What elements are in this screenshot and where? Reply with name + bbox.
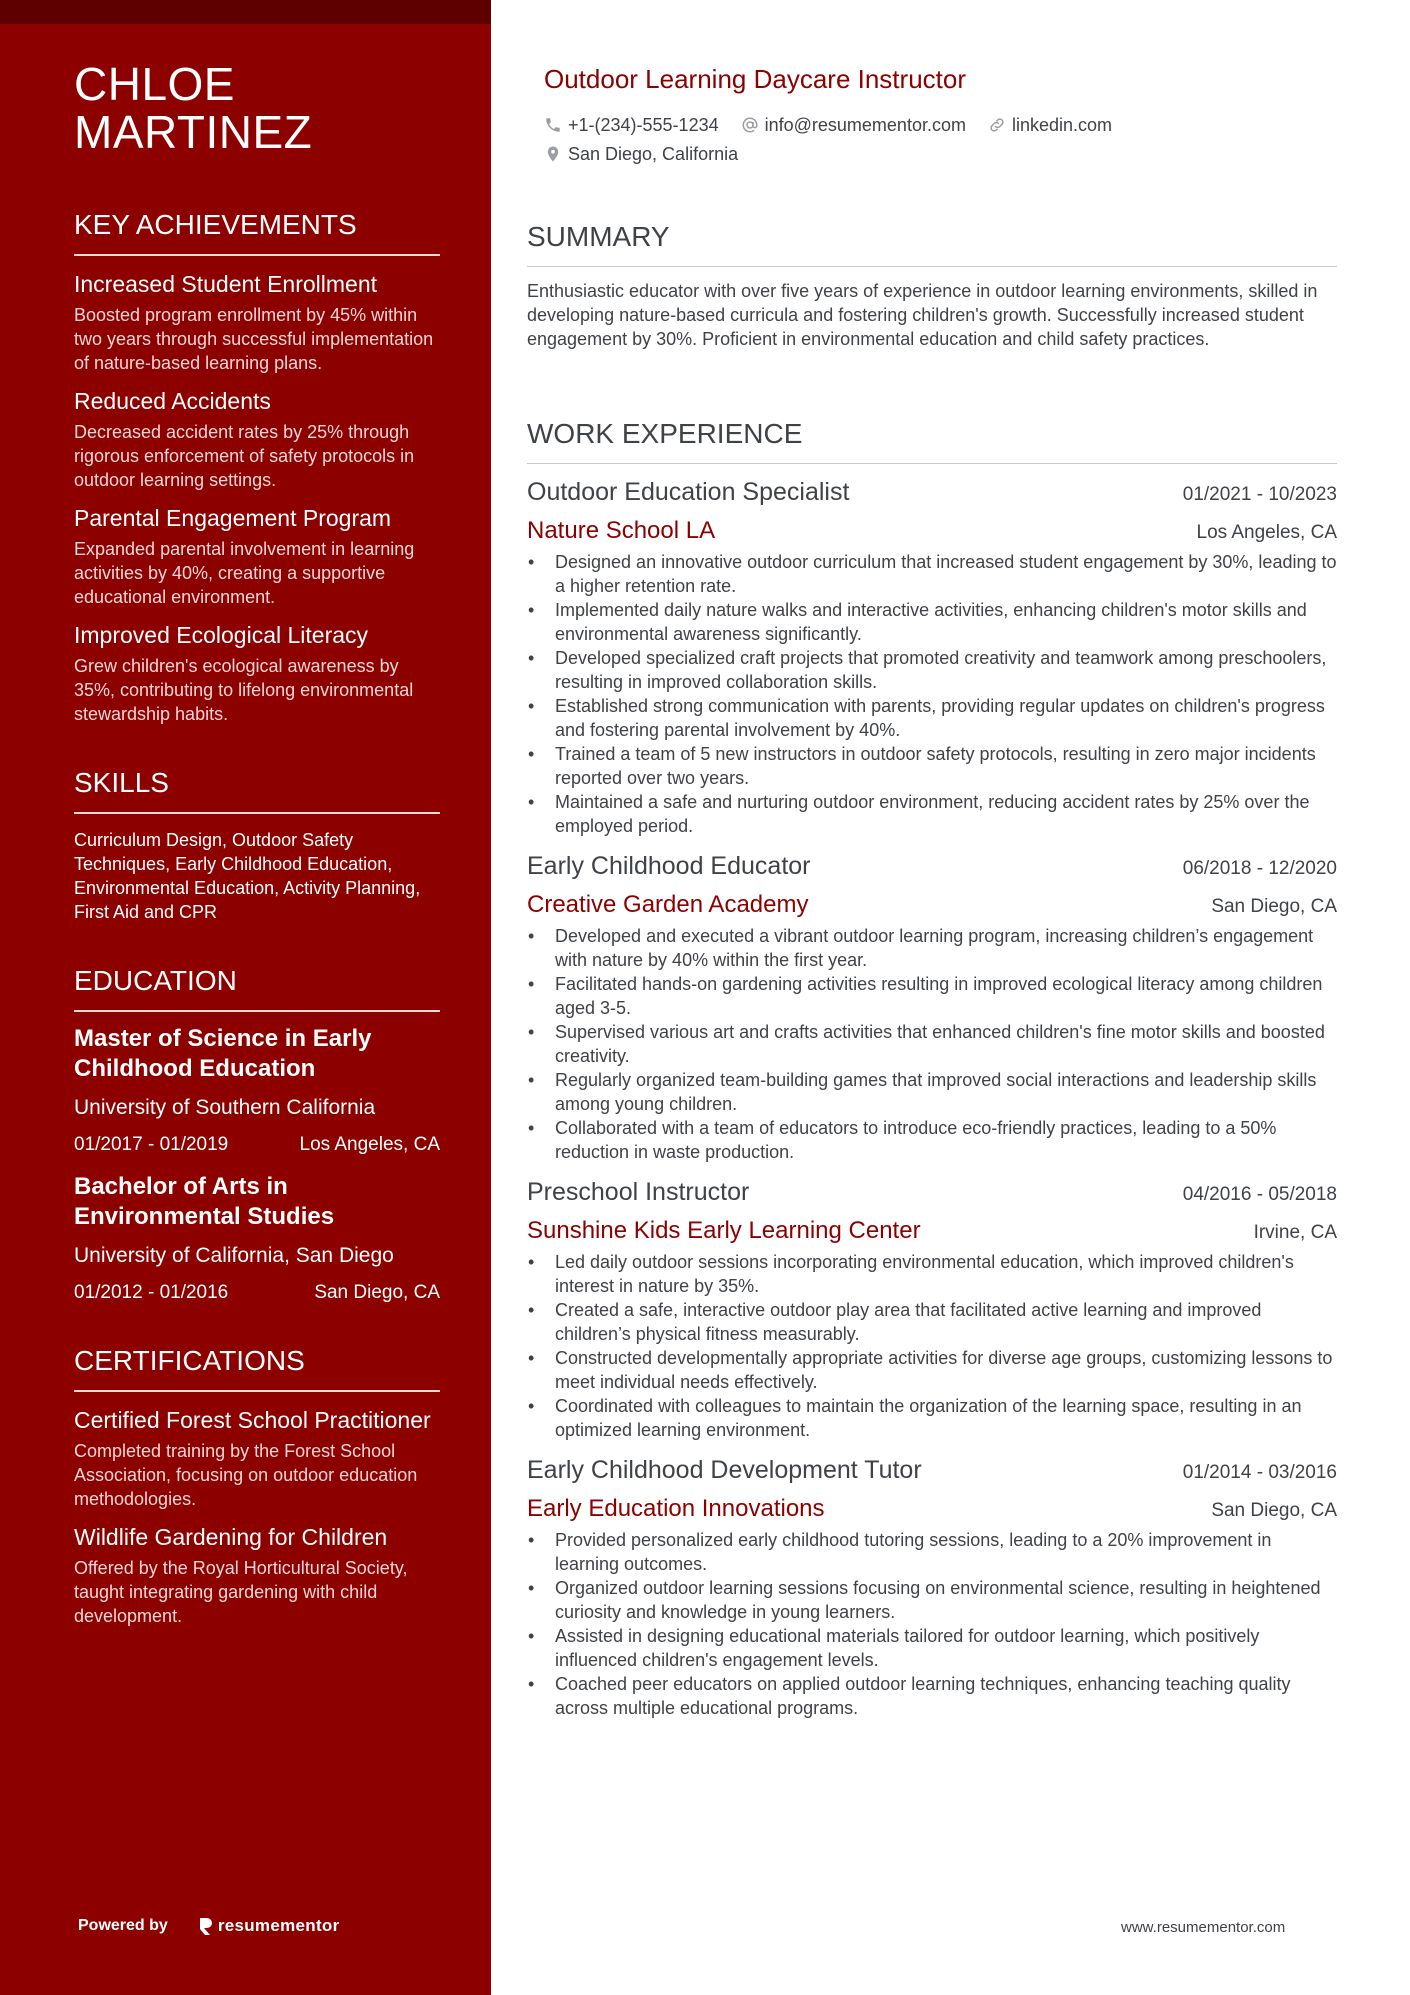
achievement-desc: Grew children's ecological awareness by 35%, contributing to lifelong environmental stewardship habits. xyxy=(74,656,414,724)
at-icon xyxy=(741,116,759,134)
contact-row xyxy=(544,141,1324,167)
job-company: Creative Garden Academy xyxy=(527,891,809,918)
job-entry xyxy=(527,1454,1337,1720)
job-header xyxy=(527,476,1337,508)
education-meta xyxy=(74,1132,440,1158)
job-entry xyxy=(527,1176,1337,1442)
bullet: • Collaborated with a team of educators to introduce eco-friendly practices, leading to a 50% reduction in waste production. xyxy=(527,1116,1337,1164)
education-school: University of California, San Diego xyxy=(74,1244,394,1267)
certification-item xyxy=(74,1406,440,1511)
footer-website[interactable]: www.resumementor.com xyxy=(1121,1919,1286,1936)
bullet: • Maintained a safe and nurturing outdoor environment, reducing accident rates by 25% over the employed period. xyxy=(527,790,1337,838)
summary-text: Enthusiastic educator with over five years of experience in outdoor learning environments, skilled in developing nature-based curricula and fostering children's growth. Successfully increased student engagement by 30%. Proficient in environmental education and child safety practices. xyxy=(527,281,1318,349)
job-location: Los Angeles, CA xyxy=(1196,522,1337,543)
bullet: • Assisted in designing educational materials tailored for outdoor learning, which positively influenced children's engagement levels. xyxy=(527,1624,1337,1672)
summary-section xyxy=(527,220,1337,351)
bullet: • Coordinated with colleagues to maintain the organization of the learning space, resulting in an optimized learning environment. xyxy=(527,1394,1337,1442)
certification-desc: Completed training by the Forest School Association, focusing on outdoor education methodologies. xyxy=(74,1441,418,1509)
education-location: Los Angeles, CA xyxy=(299,1134,440,1155)
name-first: CHLOE xyxy=(74,58,235,110)
job-entry xyxy=(527,850,1337,1164)
skills-section xyxy=(74,766,440,924)
bullet: • Provided personalized early childhood tutoring sessions, leading to a 20% improvement in learning outcomes. xyxy=(527,1528,1337,1576)
achievement-title: Parental Engagement Program xyxy=(74,505,392,531)
powered-by xyxy=(78,1916,340,1936)
education-degree: Bachelor of Arts in Environmental Studies xyxy=(74,1173,335,1230)
education-location: San Diego, CA xyxy=(314,1282,440,1303)
job-location: San Diego, CA xyxy=(1211,896,1337,917)
contact-row xyxy=(544,112,1324,138)
achievement-desc: Expanded parental involvement in learning activities by 40%, creating a supportive educational environment. xyxy=(74,539,415,607)
job-role: Early Childhood Development Tutor xyxy=(527,1456,922,1484)
job-company: Nature School LA xyxy=(527,517,716,544)
sidebar-content xyxy=(74,60,440,1628)
job-dates: 06/2018 - 12/2020 xyxy=(1182,858,1337,879)
target-job-title: Outdoor Learning Daycare Instructor xyxy=(544,64,966,94)
job-company: Early Education Innovations xyxy=(527,1495,825,1522)
bullet: • Established strong communication with parents, providing regular updates on children's progress and fostering parental involvement by 40%. xyxy=(527,694,1337,742)
job-subheader xyxy=(527,890,1337,920)
education-item xyxy=(74,1172,440,1306)
certifications-heading: CERTIFICATIONS xyxy=(74,1344,440,1392)
job-subheader xyxy=(527,1494,1337,1524)
job-dates: 01/2014 - 03/2016 xyxy=(1182,1462,1337,1483)
education-heading: EDUCATION xyxy=(74,964,440,1012)
contact-linkedin[interactable] xyxy=(988,115,1112,136)
job-header xyxy=(527,1454,1337,1486)
bullet: • Trained a team of 5 new instructors in outdoor safety protocols, resulting in zero major incidents reported over two years. xyxy=(527,742,1337,790)
achievements-heading: KEY ACHIEVEMENTS xyxy=(74,208,440,256)
bullet: • Organized outdoor learning sessions focusing on environmental science, resulting in heightened curiosity and knowledge in young learners. xyxy=(527,1576,1337,1624)
certification-item xyxy=(74,1523,440,1628)
bullet: • Led daily outdoor sessions incorporating environmental education, which improved children's interest in nature by 35%. xyxy=(527,1250,1337,1298)
education-section xyxy=(74,964,440,1306)
contact-phone xyxy=(544,115,719,136)
achievement-title: Improved Ecological Literacy xyxy=(74,622,369,648)
name-last: MARTINEZ xyxy=(74,106,313,158)
achievement-title: Reduced Accidents xyxy=(74,388,271,414)
job-location: Irvine, CA xyxy=(1253,1222,1337,1243)
job-subheader xyxy=(527,516,1337,546)
powered-by-label: Powered by xyxy=(78,1917,168,1934)
education-dates: 01/2012 - 01/2016 xyxy=(74,1282,229,1303)
contact-location xyxy=(544,144,738,165)
education-school: University of Southern California xyxy=(74,1096,376,1119)
bullet: • Coached peer educators on applied outdoor learning techniques, enhancing teaching quality across multiple educational programs. xyxy=(527,1672,1337,1720)
bullet: • Constructed developmentally appropriate activities for diverse age groups, customizing lessons to meet individual needs effectively. xyxy=(527,1346,1337,1394)
achievement-title: Increased Student Enrollment xyxy=(74,271,378,297)
job-header xyxy=(527,850,1337,882)
job-bullets xyxy=(527,924,1337,1164)
certification-title: Certified Forest School Practitioner xyxy=(74,1407,431,1433)
job-entry xyxy=(527,476,1337,838)
achievement-desc: Decreased accident rates by 25% through rigorous enforcement of safety protocols in outdoor learning settings. xyxy=(74,422,415,490)
bullet: • Developed and executed a vibrant outdoor learning program, increasing children’s engagement with nature by 40% within the first year. xyxy=(527,924,1337,972)
bullet: • Designed an innovative outdoor curriculum that increased student engagement by 30%, leading to a higher retention rate. xyxy=(527,550,1337,598)
experience-heading: WORK EXPERIENCE xyxy=(527,417,1337,464)
certification-desc: Offered by the Royal Horticultural Society, taught integrating gardening with child development. xyxy=(74,1558,408,1626)
job-location: San Diego, CA xyxy=(1211,1500,1337,1521)
candidate-name xyxy=(74,60,440,156)
skills-heading: SKILLS xyxy=(74,766,440,814)
location-pin-icon xyxy=(544,145,562,163)
phone-icon xyxy=(544,116,562,134)
job-dates: 01/2021 - 10/2023 xyxy=(1182,484,1337,505)
education-degree: Master of Science in Early Childhood Education xyxy=(74,1025,372,1082)
location-text: San Diego, California xyxy=(568,143,739,164)
bullet: • Implemented daily nature walks and interactive activities, enhancing children's motor skills and environmental awareness significantly. xyxy=(527,598,1337,646)
experience-section xyxy=(527,417,1337,1720)
contact-email[interactable] xyxy=(741,115,966,136)
education-item xyxy=(74,1024,440,1158)
resumementor-logo-icon xyxy=(198,1916,214,1936)
brand-name[interactable]: resumementor xyxy=(217,1916,340,1935)
sidebar-top-bar xyxy=(0,0,491,24)
job-header xyxy=(527,1176,1337,1208)
skills-list: Curriculum Design, Outdoor Safety Techniques, Early Childhood Education, Environmental Education, Activity Planning, First Aid and CPR xyxy=(74,830,421,922)
job-subheader xyxy=(527,1216,1337,1246)
achievement-item xyxy=(74,621,440,726)
bullet: • Supervised various art and crafts activities that enhanced children's fine motor skills and boosted creativity. xyxy=(527,1020,1337,1068)
education-meta xyxy=(74,1280,440,1306)
achievement-desc: Boosted program enrollment by 45% within two years through successful implementation of nature-based learning plans. xyxy=(74,305,434,373)
linkedin-text[interactable]: linkedin.com xyxy=(1011,114,1113,135)
job-role: Outdoor Education Specialist xyxy=(527,478,850,506)
sidebar xyxy=(0,0,491,1995)
bullet: • Created a safe, interactive outdoor play area that facilitated active learning and improved children’s physical fitness measurably. xyxy=(527,1298,1337,1346)
job-bullets xyxy=(527,550,1337,838)
certification-title: Wildlife Gardening for Children xyxy=(74,1524,388,1550)
achievements-section xyxy=(74,208,440,726)
achievement-item xyxy=(74,387,440,492)
bullet: • Regularly organized team-building games that improved social interactions and leadership skills among young children. xyxy=(527,1068,1337,1116)
achievement-item xyxy=(74,270,440,375)
summary-heading: SUMMARY xyxy=(527,220,1337,267)
achievement-item xyxy=(74,504,440,609)
bullet: • Facilitated hands-on gardening activities resulting in improved ecological literacy among children aged 3-5. xyxy=(527,972,1337,1020)
phone-text: +1-(234)-555-1234 xyxy=(568,114,719,135)
education-dates: 01/2017 - 01/2019 xyxy=(74,1134,229,1155)
link-icon xyxy=(988,116,1006,134)
job-role: Preschool Instructor xyxy=(527,1178,750,1206)
job-role: Early Childhood Educator xyxy=(527,852,811,880)
job-dates: 04/2016 - 05/2018 xyxy=(1182,1184,1337,1205)
job-bullets xyxy=(527,1250,1337,1442)
bullet: • Developed specialized craft projects that promoted creativity and teamwork among preschoolers, resulting in improved collaboration skills. xyxy=(527,646,1337,694)
job-bullets xyxy=(527,1528,1337,1720)
email-text[interactable]: info@resumementor.com xyxy=(764,114,966,135)
certifications-section xyxy=(74,1344,440,1628)
job-company: Sunshine Kids Early Learning Center xyxy=(527,1217,921,1244)
contact-info xyxy=(544,112,1324,170)
